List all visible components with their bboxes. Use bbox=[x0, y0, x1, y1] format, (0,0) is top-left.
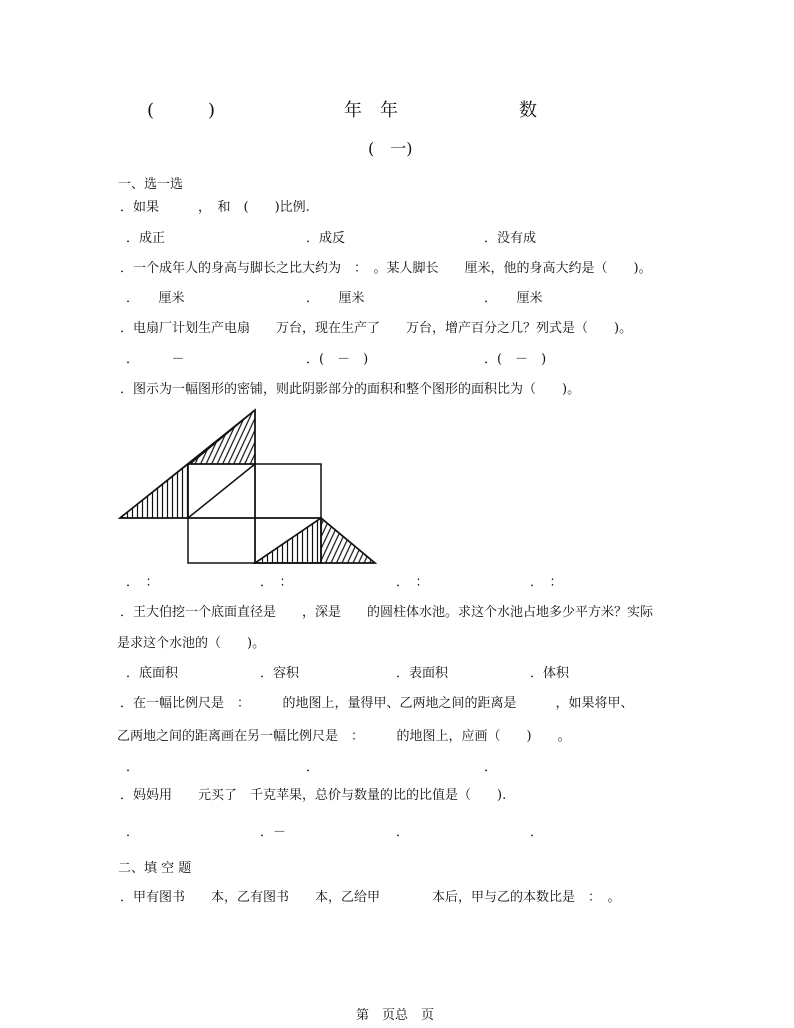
header-year: 年 年 bbox=[344, 100, 398, 121]
shaded-bottom-left bbox=[255, 518, 321, 563]
q7-option-a: ． bbox=[126, 825, 140, 840]
header-part: ( 一) bbox=[368, 139, 413, 158]
fill-q1-stem: ．甲有图书 本，乙有图书 本，乙给甲 本后，甲与乙的本数比是 ： 。 bbox=[120, 890, 621, 905]
section-title-choice: 一、选一选 bbox=[118, 177, 184, 192]
q4-stem: ．图示为一幅图形的密铺，则此阴影部分的面积和整个图形的面积比为（ )。 bbox=[120, 382, 581, 397]
q5-option-b: ．容积 bbox=[260, 666, 300, 681]
q6-option-a: ． bbox=[126, 760, 140, 775]
q2-option-c: ． 厘米 bbox=[484, 291, 543, 306]
q6-stem-line1: ．在一幅比例尺是 ： 的地图上，量得甲、乙两地之间的距离是 ，如果将甲、 bbox=[120, 696, 634, 711]
q7-option-b: ．－ bbox=[260, 825, 287, 840]
q4-option-c: ． ： bbox=[396, 575, 429, 590]
q5-stem-line2: 是求这个水池的（ )。 bbox=[117, 636, 266, 651]
q4-option-b: ． ： bbox=[260, 575, 293, 590]
q1-option-b: ．成反 bbox=[306, 231, 346, 246]
q3-option-b: ．( － ) bbox=[306, 352, 369, 367]
shaded-bottom-right bbox=[321, 518, 375, 563]
q5-stem-line1: ．王大伯挖一个底面直径是 ，深是 的圆柱体水池。求这个水池占地多少平方米？实际 bbox=[120, 605, 654, 620]
tessellation-figure bbox=[115, 405, 380, 567]
q4-option-d: ． ： bbox=[530, 575, 563, 590]
q2-option-a: ． 厘米 bbox=[126, 291, 185, 306]
shaded-left bbox=[120, 464, 188, 518]
q3-stem: ．电扇厂计划生产电扇 万台，现在生产了 万台，增产百分之几？列式是（ )。 bbox=[120, 321, 633, 336]
q3-option-c: ．( － ) bbox=[484, 352, 547, 367]
header-paren: ( ) bbox=[147, 100, 216, 121]
q7-stem: ．妈妈用 元买了 千克苹果，总价与数量的比的比值是（ ). bbox=[120, 788, 507, 803]
q7-option-c: ． bbox=[396, 825, 410, 840]
q5-option-c: ．表面积 bbox=[396, 666, 449, 681]
q1-option-c: ．没有成 bbox=[484, 231, 537, 246]
q6-option-c: ． bbox=[484, 760, 498, 775]
q3-option-a: ． － bbox=[126, 352, 185, 367]
q7-option-d: ． bbox=[530, 825, 544, 840]
header-subject: 数 bbox=[519, 100, 537, 121]
q1-option-a: ．成正 bbox=[126, 231, 166, 246]
q2-option-b: ． 厘米 bbox=[306, 291, 365, 306]
q6-option-b: ． bbox=[306, 760, 320, 775]
shaded-top bbox=[190, 410, 255, 464]
page-footer: 第 页总 页 bbox=[356, 1008, 435, 1023]
q2-stem: ．一个成年人的身高与脚长之比大约为 ： 。某人脚长 厘米，他的身高大约是（ )。 bbox=[120, 261, 652, 276]
rect-top-right bbox=[255, 464, 321, 518]
q4-option-a: ． ： bbox=[126, 575, 159, 590]
q5-option-d: ．体积 bbox=[530, 666, 570, 681]
q5-option-a: ．底面积 bbox=[126, 666, 179, 681]
q1-stem: ．如果 ， 和 ( )比例. bbox=[120, 200, 310, 215]
rect-bottom-left bbox=[188, 518, 255, 563]
q6-stem-line2: 乙两地之间的距离画在另一幅比例尺是 ： 的地图上，应画（ ) 。 bbox=[117, 729, 571, 744]
section-title-fill: 二、填 空 题 bbox=[118, 861, 192, 876]
